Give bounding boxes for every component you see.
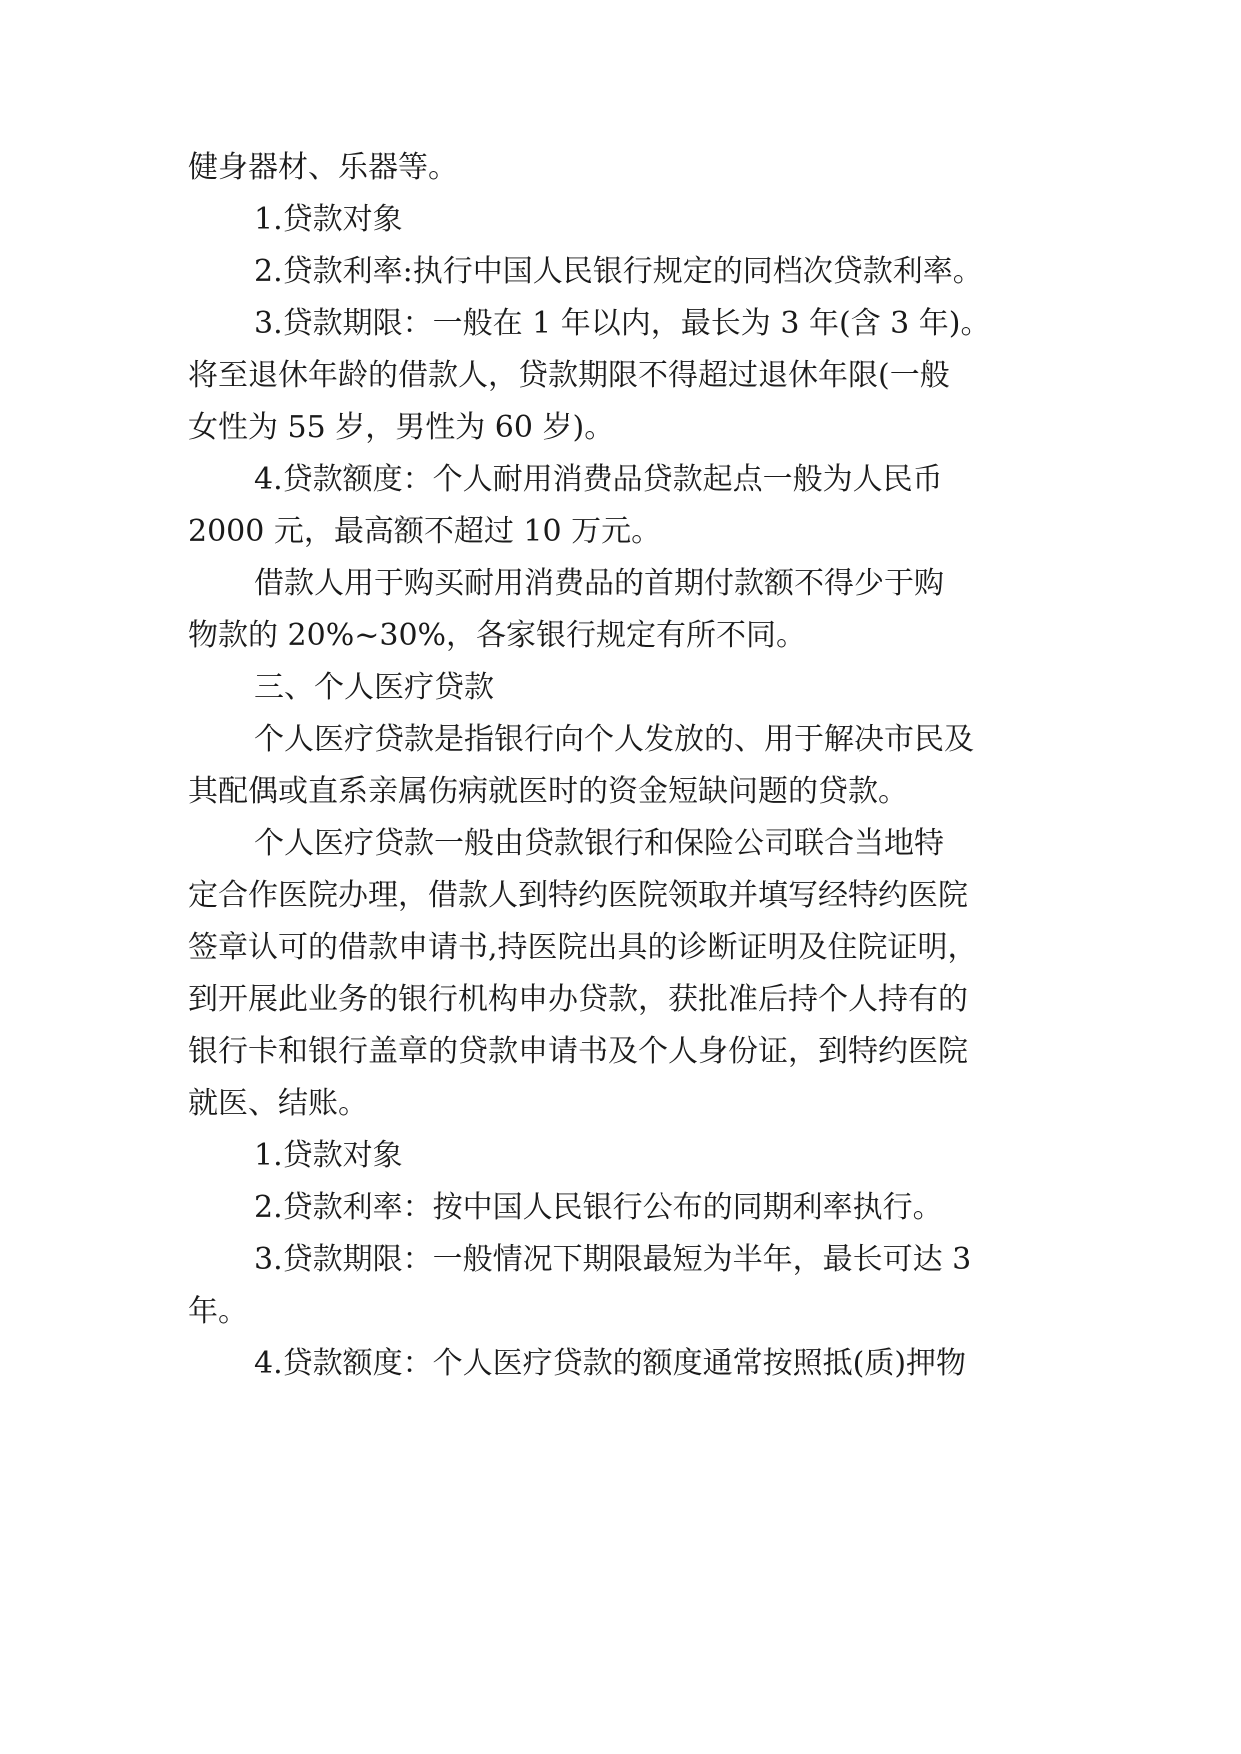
text-line-21: 2.贷款利率：按中国人民银行公布的同期利率执行。 [254,1190,943,1225]
section-heading: 三、个人医疗贷款 [254,670,494,705]
text-line-24: 4.贷款额度：个人医疗贷款的额度通常按照抵(质)押物 [254,1346,967,1381]
text-line-14: 个人医疗贷款一般由贷款银行和保险公司联合当地特 [254,826,944,861]
text-line-23: 年。 [188,1294,248,1329]
text-line-1: 健身器材、乐器等。 [188,150,458,185]
text-line-19: 就医、结账。 [188,1086,368,1121]
text-line-5: 将至退休年龄的借款人，贷款期限不得超过退休年限(一般 [188,358,950,393]
text-line-4: 3.贷款期限：一般在 1 年以内，最长为 3 年(含 3 年)。 [254,306,991,341]
text-line-22: 3.贷款期限：一般情况下期限最短为半年，最长可达 3 [254,1242,972,1277]
text-line-6: 女性为 55 岁，男性为 60 岁)。 [188,410,615,445]
text-line-18: 银行卡和银行盖章的贷款申请书及个人身份证，到特约医院 [188,1034,968,1069]
text-line-7: 4.贷款额度：个人耐用消费品贷款起点一般为人民币 [254,462,943,497]
text-line-12: 个人医疗贷款是指银行向个人发放的、用于解决市民及 [254,722,974,757]
text-line-13: 其配偶或直系亲属伤病就医时的资金短缺问题的贷款。 [188,774,908,809]
text-line-17: 到开展此业务的银行机构申办贷款，获批准后持个人持有的 [188,982,968,1017]
text-line-16: 签章认可的借款申请书,持医院出具的诊断证明及住院证明， [188,930,978,965]
text-line-3: 2.贷款利率:执行中国人民银行规定的同档次贷款利率。 [254,254,983,289]
text-line-8: 2000 元，最高额不超过 10 万元。 [188,514,662,549]
text-line-20: 1.贷款对象 [254,1138,403,1173]
text-line-2: 1.贷款对象 [254,202,403,237]
text-line-15: 定合作医院办理，借款人到特约医院领取并填写经特约医院 [188,878,968,913]
text-line-9: 借款人用于购买耐用消费品的首期付款额不得少于购 [254,566,944,601]
text-line-10: 物款的 20%~30%，各家银行规定有所不同。 [188,618,807,653]
